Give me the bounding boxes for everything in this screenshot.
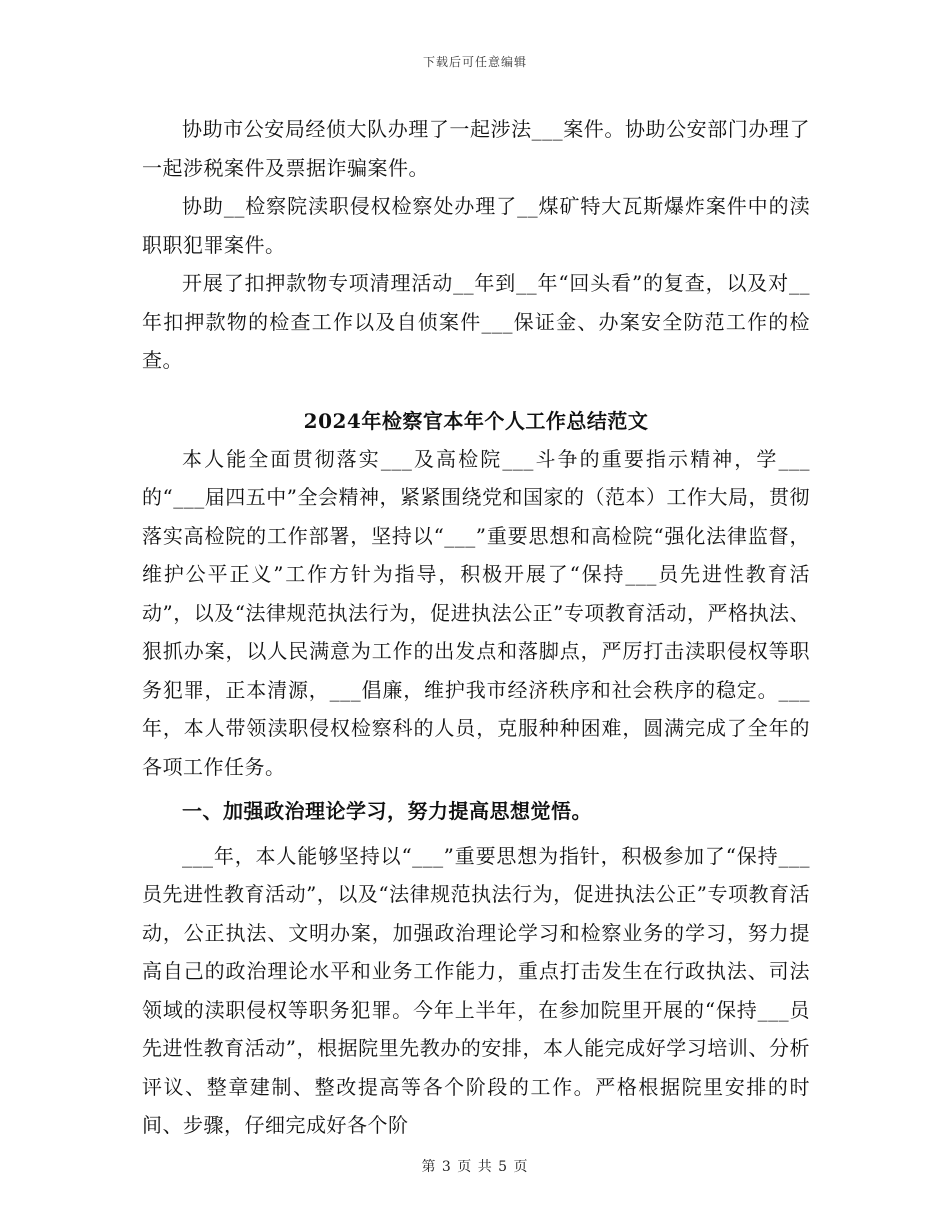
paragraph-case-assist-2: 协助__检察院渎职侵权检察处办理了__煤矿特大瓦斯爆炸案件中的渎职职犯罪案件。 bbox=[142, 194, 810, 257]
section-heading-1: 一、加强政治理论学习，努力提高思想觉悟。 bbox=[182, 799, 592, 823]
paragraph-case-assist-1: 协助市公安局经侦大队办理了一起涉法___案件。协助公安部门办理了一起涉税案件及票据诈骗案件。 bbox=[142, 117, 810, 180]
document-body bbox=[142, 110, 810, 1145]
document-title: 2024年检察官本年个人工作总结范文 bbox=[303, 408, 649, 433]
paragraph-seized-items: 开展了扣押款物专项清理活动__年到__年“回头看”的复查，以及对__年扣押款物的检查工作以及自侦案件___保证金、办案安全防范工作的检查。 bbox=[142, 271, 810, 372]
paragraph-section-1: ___年，本人能够坚持以“___”重要思想为指针，积极参加了“保持___员先进性教育活动”，以及“法律规范执法行为，促进执法公正”专项教育活动，公正执法、文明办案，加强政治理论学习和检察业务的学习，努力提高自己的政治理论水平和业务工作能力，重点打击发生在行政执法、司法领域的渎职侵权等职务犯罪。今年上半年，在参加院里开展的“保持___员先进性教育活动”，根据院里先教办的安排，本人能完成好学习培训、分析评议、整章建制、整改提高等各个阶段的工作。严格根据院里安排的时间、步骤，仔细完成好各个阶 bbox=[142, 843, 810, 1137]
page-number: 第 3 页 共 5 页 bbox=[421, 1159, 529, 1175]
paragraph-overview: 本人能全面贯彻落实___及高检院___斗争的重要指示精神，学___的“___届四五中”全会精神，紧紧围绕党和国家的（范本）工作大局，贯彻落实高检院的工作部署，坚持以“___”重要思想和高检院“强化法律监督，维护公平正义”工作方针为指导，积极开展了“保持___员先进性教育活动”，以及“法律规范执法行为，促进执法公正”专项教育活动，严格执法、狠抓办案，以人民满意为工作的出发点和落脚点，严厉打击渎职侵权等职务犯罪，正本清源，___倡廉，维护我市经济秩序和社会秩序的稳定。___年，本人带领渎职侵权检察科的人员，克服种种困难，圆满完成了全年的各项工作任务。 bbox=[142, 446, 810, 779]
header-note: 下载后可任意编辑 bbox=[422, 55, 527, 69]
